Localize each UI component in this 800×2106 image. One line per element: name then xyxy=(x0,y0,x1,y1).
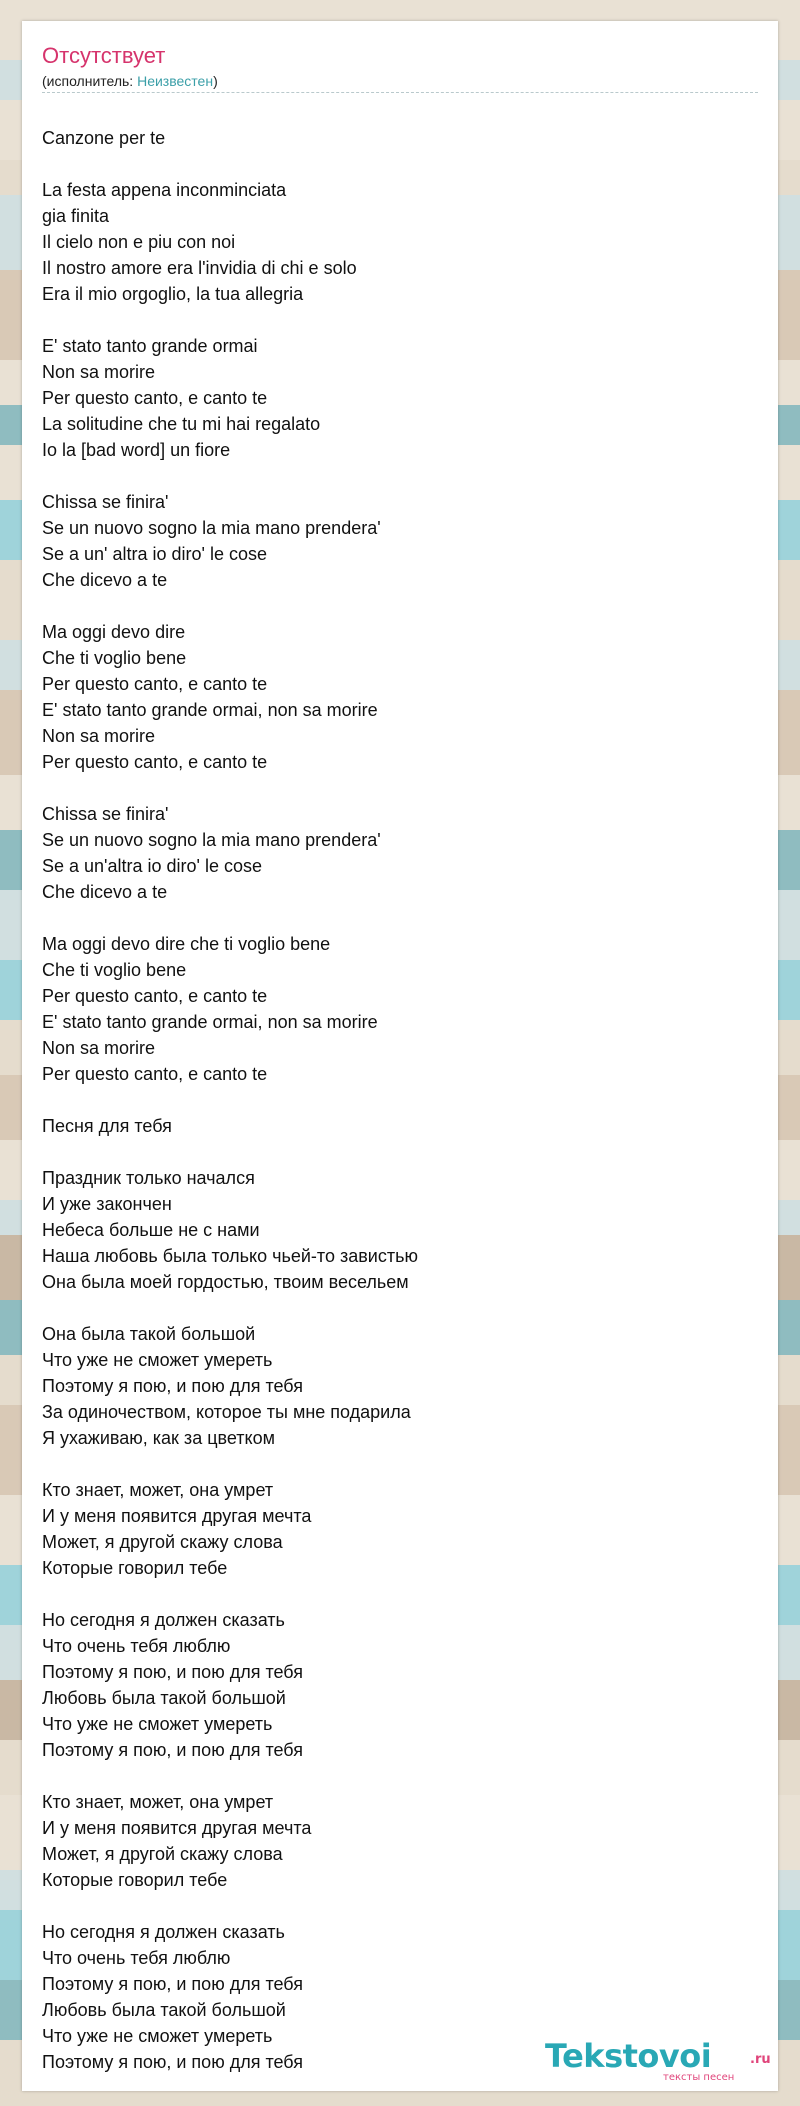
lyric-line: Per questo canto, e canto te xyxy=(42,388,268,408)
lyric-line: Era il mio orgoglio, la tua allegria xyxy=(42,284,304,304)
lyric-line: Небеса больше не с нами xyxy=(42,1220,260,1240)
lyric-line: За одиночеством, которое ты мне подарила xyxy=(42,1402,411,1422)
lyric-line: Праздник только начался xyxy=(42,1168,255,1188)
lyric-blank-line xyxy=(42,1451,758,1477)
lyrics-text xyxy=(42,125,758,2075)
lyric-line: Любовь была такой большой xyxy=(42,2000,286,2020)
lyric-line: Она была моей гордостью, твоим весельем xyxy=(42,1272,409,1292)
lyric-line: Ma oggi devo dire xyxy=(42,622,186,642)
site-logo[interactable] xyxy=(545,2038,775,2088)
lyric-line: Canzone per te xyxy=(42,128,166,148)
lyric-line: Которые говорил тебе xyxy=(42,1870,228,1890)
lyric-line: Я ухаживаю, как за цветком xyxy=(42,1428,275,1448)
lyric-line: Поэтому я пою, и пою для тебя xyxy=(42,1974,303,1994)
song-title: Отсутствует xyxy=(42,43,166,68)
lyric-blank-line xyxy=(42,1087,758,1113)
lyric-line: Что уже не сможет умереть xyxy=(42,2026,273,2046)
lyric-line: Поэтому я пою, и пою для тебя xyxy=(42,1376,303,1396)
lyric-line: Che dicevo a te xyxy=(42,570,168,590)
lyric-line: Может, я другой скажу слова xyxy=(42,1532,283,1552)
artist-link[interactable]: Неизвестен xyxy=(137,73,214,89)
lyric-line: Non sa morire xyxy=(42,362,156,382)
lyric-line: Non sa morire xyxy=(42,726,156,746)
lyric-blank-line xyxy=(42,307,758,333)
lyric-line: Chissa se finira' xyxy=(42,492,169,512)
logo-tagline: тексты песен xyxy=(663,2072,735,2083)
artist-line xyxy=(42,72,218,90)
lyric-blank-line xyxy=(42,1893,758,1919)
logo-wordmark: Tekstovoi xyxy=(545,2037,712,2075)
lyric-line: Per questo canto, e canto te xyxy=(42,674,268,694)
lyric-line: Se a un'altra io diro' le cose xyxy=(42,856,262,876)
title-divider xyxy=(42,92,758,93)
lyric-line: Что уже не сможет умереть xyxy=(42,1350,273,1370)
lyric-line: Поэтому я пою, и пою для тебя xyxy=(42,1740,303,1760)
lyric-line: Non sa morire xyxy=(42,1038,156,1058)
lyric-blank-line xyxy=(42,775,758,801)
artist-suffix: ) xyxy=(213,73,218,89)
lyric-line: Она была такой большой xyxy=(42,1324,256,1344)
lyric-line: Per questo canto, e canto te xyxy=(42,1064,268,1084)
lyric-line: Поэтому я пою, и пою для тебя xyxy=(42,1662,303,1682)
lyric-line: И у меня появится другая мечта xyxy=(42,1818,312,1838)
logo-tld: .ru xyxy=(750,2052,771,2067)
lyric-line: E' stato tanto grande ormai xyxy=(42,336,258,356)
lyric-line: Кто знает, может, она умрет xyxy=(42,1792,274,1812)
lyric-line: Se a un' altra io diro' le cose xyxy=(42,544,267,564)
lyric-line: Ma oggi devo dire che ti voglio bene xyxy=(42,934,331,954)
lyric-line: Che dicevo a te xyxy=(42,882,168,902)
lyric-line: gia finita xyxy=(42,206,110,226)
lyric-line: Per questo canto, e canto te xyxy=(42,752,268,772)
lyric-line: Chissa se finira' xyxy=(42,804,169,824)
lyric-line: Che ti voglio bene xyxy=(42,648,187,668)
lyric-line: Se un nuovo sogno la mia mano prendera' xyxy=(42,830,381,850)
lyric-blank-line xyxy=(42,463,758,489)
lyric-line: Что очень тебя люблю xyxy=(42,1948,231,1968)
lyric-line: Поэтому я пою, и пою для тебя xyxy=(42,2052,303,2072)
lyric-line: И уже закончен xyxy=(42,1194,172,1214)
lyric-line: Может, я другой скажу слова xyxy=(42,1844,283,1864)
lyric-line: E' stato tanto grande ormai, non sa morire xyxy=(42,700,378,720)
lyric-line: Io la [bad word] un fiore xyxy=(42,440,231,460)
lyric-line: Но сегодня я должен сказать xyxy=(42,1610,285,1630)
lyric-line: Песня для тебя xyxy=(42,1116,172,1136)
lyric-blank-line xyxy=(42,1581,758,1607)
artist-prefix: (исполнитель: xyxy=(42,73,138,89)
lyric-line: La festa appena inconminciata xyxy=(42,180,287,200)
lyric-blank-line xyxy=(42,905,758,931)
lyric-blank-line xyxy=(42,1139,758,1165)
lyric-line: Что уже не сможет умереть xyxy=(42,1714,273,1734)
lyric-line: Se un nuovo sogno la mia mano prendera' xyxy=(42,518,381,538)
lyric-blank-line xyxy=(42,1763,758,1789)
lyric-line: Любовь была такой большой xyxy=(42,1688,286,1708)
lyric-line: Il cielo non e piu con noi xyxy=(42,232,236,252)
lyric-blank-line xyxy=(42,593,758,619)
lyric-line: Per questo canto, e canto te xyxy=(42,986,268,1006)
lyrics-card xyxy=(22,21,778,2091)
lyric-line: Которые говорил тебе xyxy=(42,1558,228,1578)
lyric-line: Наша любовь была только чьей-то завистью xyxy=(42,1246,418,1266)
lyric-line: Кто знает, может, она умрет xyxy=(42,1480,274,1500)
lyric-line: И у меня появится другая мечта xyxy=(42,1506,312,1526)
lyric-line: Что очень тебя люблю xyxy=(42,1636,231,1656)
lyric-line: La solitudine che tu mi hai regalato xyxy=(42,414,321,434)
lyric-blank-line xyxy=(42,1295,758,1321)
lyric-line: Но сегодня я должен сказать xyxy=(42,1922,285,1942)
lyric-line: E' stato tanto grande ormai, non sa morire xyxy=(42,1012,378,1032)
lyric-blank-line xyxy=(42,151,758,177)
lyric-line: Il nostro amore era l'invidia di chi e solo xyxy=(42,258,357,278)
lyric-line: Che ti voglio bene xyxy=(42,960,187,980)
